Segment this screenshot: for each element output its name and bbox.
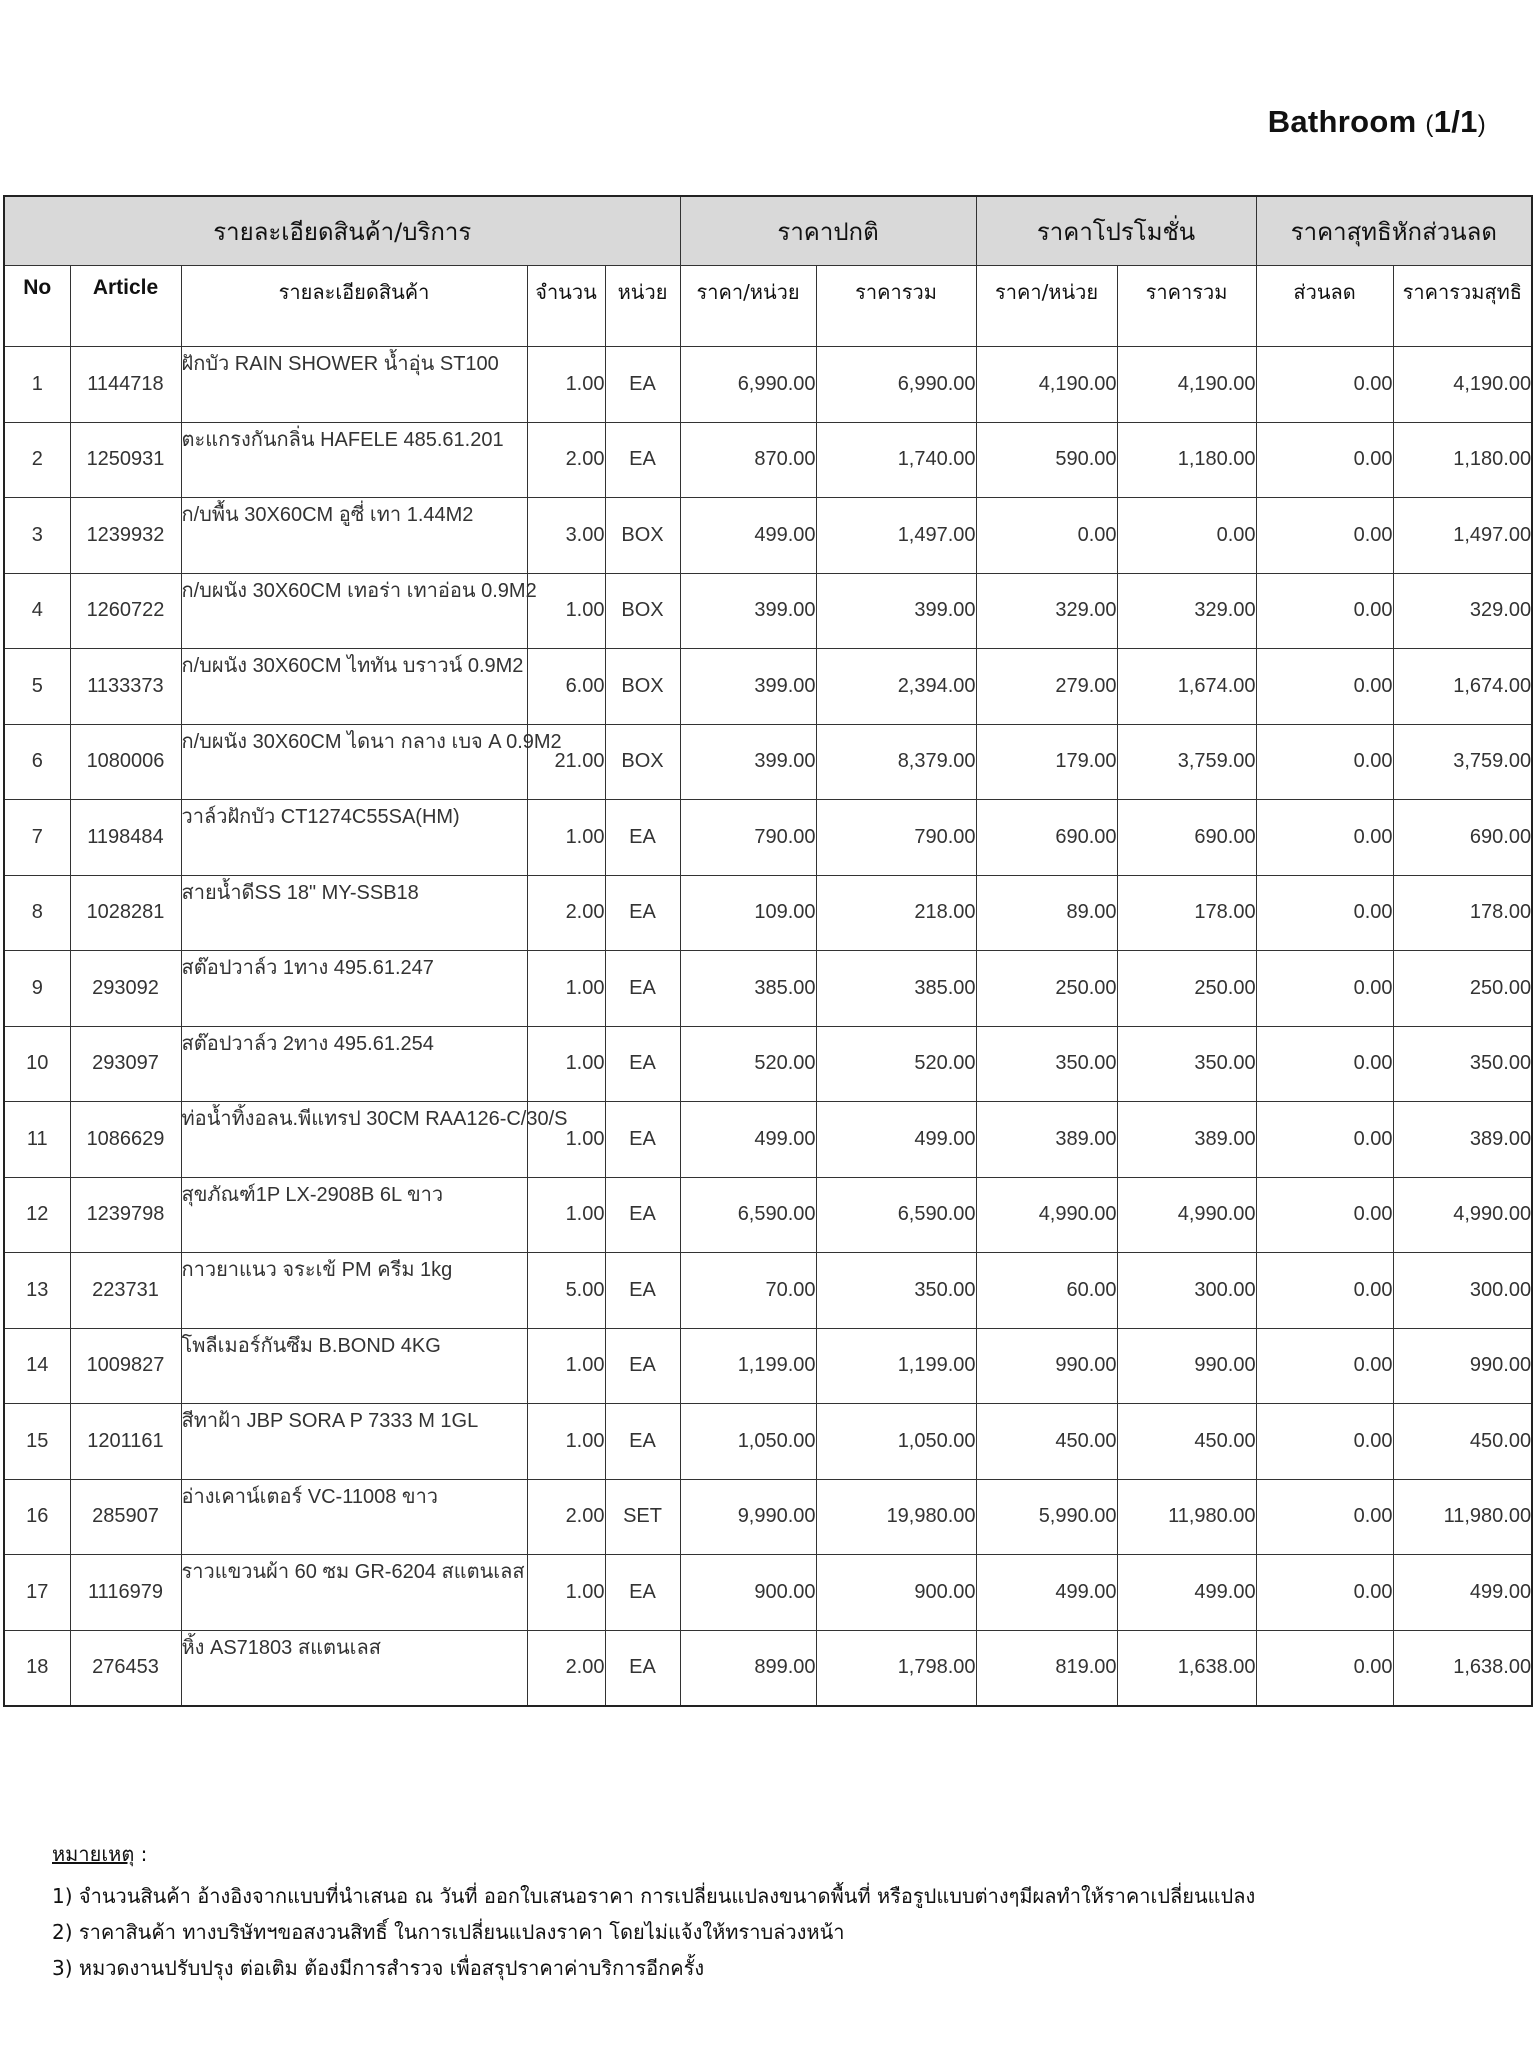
table-row (4, 347, 1532, 423)
cell-net-total: 11,980.00 (1393, 1479, 1532, 1555)
cell-qty: 1.00 (527, 1404, 605, 1480)
table-row (4, 498, 1532, 574)
cell-unit: EA (605, 1253, 680, 1329)
table-row (4, 1328, 1532, 1404)
table-row (4, 1177, 1532, 1253)
cell-no: 1 (4, 347, 70, 423)
cell-no: 5 (4, 649, 70, 725)
cell-promo-total: 1,180.00 (1117, 422, 1256, 498)
cell-normal-unit-price: 499.00 (680, 1102, 816, 1178)
cell-normal-unit-price: 9,990.00 (680, 1479, 816, 1555)
cell-normal-total: 790.00 (816, 800, 976, 876)
column-header-article: Article (70, 266, 181, 347)
cell-net-total: 499.00 (1393, 1555, 1532, 1631)
cell-discount: 0.00 (1256, 1102, 1393, 1178)
cell-qty: 2.00 (527, 1479, 605, 1555)
cell-normal-total: 2,394.00 (816, 649, 976, 725)
cell-no: 8 (4, 875, 70, 951)
group-header-net-price: ราคาสุทธิหักส่วนลด (1256, 196, 1532, 266)
column-header-normal-total: ราคารวม (816, 266, 976, 347)
cell-promo-unit-price: 499.00 (976, 1555, 1117, 1631)
cell-qty: 1.00 (527, 1555, 605, 1631)
cell-net-total: 1,497.00 (1393, 498, 1532, 574)
cell-normal-total: 900.00 (816, 1555, 976, 1631)
cell-promo-unit-price: 279.00 (976, 649, 1117, 725)
cell-normal-unit-price: 385.00 (680, 951, 816, 1027)
table-row (4, 724, 1532, 800)
cell-discount: 0.00 (1256, 951, 1393, 1027)
note-line-2: 2) ราคาสินค้า ทางบริษัทฯขอสงวนสิทธิ์ ในการเปลี่ยนแปลงราคา โดยไม่แจ้งให้ทราบล่วงหน้า (52, 1920, 845, 1944)
cell-description: ตะแกรงกันกลิ่น HAFELE 485.61.201 (181, 422, 527, 498)
cell-article: 1201161 (70, 1404, 181, 1480)
cell-promo-unit-price: 5,990.00 (976, 1479, 1117, 1555)
cell-qty: 2.00 (527, 422, 605, 498)
cell-unit: EA (605, 1328, 680, 1404)
column-header-promo-unit-price: ราคา/หน่วย (976, 266, 1117, 347)
cell-article: 1239932 (70, 498, 181, 574)
table-row (4, 951, 1532, 1027)
cell-description: สต๊อปวาล์ว 1ทาง 495.61.247 (181, 951, 527, 1027)
cell-discount: 0.00 (1256, 1404, 1393, 1480)
cell-description: ท่อน้ำทิ้งอลน.พีแทรป 30CM RAA126-C/30/S (181, 1102, 527, 1178)
cell-normal-total: 350.00 (816, 1253, 976, 1329)
cell-description: สีทาฝ้า JBP SORA P 7333 M 1GL (181, 1404, 527, 1480)
cell-discount: 0.00 (1256, 1328, 1393, 1404)
note-line-1: 1) จำนวนสินค้า อ้างอิงจากแบบที่นำเสนอ ณ วันที่ ออกใบเสนอราคา การเปลี่ยนแปลงขนาดพื้นที่ หรือรูปแบบต่างๆมีผลทำให้ราคาเปลี่ยนแปลง (52, 1884, 1256, 1908)
table-row (4, 875, 1532, 951)
cell-description: ก/บผนัง 30X60CM เทอร่า เทาอ่อน 0.9M2 (181, 573, 527, 649)
cell-article: 1260722 (70, 573, 181, 649)
cell-normal-unit-price: 900.00 (680, 1555, 816, 1631)
cell-net-total: 1,638.00 (1393, 1630, 1532, 1706)
note-line-3: 3) หมวดงานปรับปรุง ต่อเติม ต้องมีการสำรวจ เพื่อสรุปราคาค่าบริการอีกครั้ง (52, 1956, 705, 1980)
cell-description: สายน้ำดีSS 18" MY-SSB18 (181, 875, 527, 951)
cell-no: 13 (4, 1253, 70, 1329)
cell-description: หิ้ง AS71803 สแตนเลส (181, 1630, 527, 1706)
cell-qty: 6.00 (527, 649, 605, 725)
cell-qty: 1.00 (527, 1177, 605, 1253)
cell-promo-unit-price: 89.00 (976, 875, 1117, 951)
cell-promo-total: 4,990.00 (1117, 1177, 1256, 1253)
cell-promo-unit-price: 250.00 (976, 951, 1117, 1027)
cell-promo-unit-price: 329.00 (976, 573, 1117, 649)
cell-qty: 1.00 (527, 1102, 605, 1178)
cell-unit: EA (605, 1404, 680, 1480)
cell-discount: 0.00 (1256, 498, 1393, 574)
cell-promo-unit-price: 990.00 (976, 1328, 1117, 1404)
cell-qty: 1.00 (527, 347, 605, 423)
table-row (4, 1102, 1532, 1178)
cell-no: 7 (4, 800, 70, 876)
cell-promo-unit-price: 350.00 (976, 1026, 1117, 1102)
table-row (4, 1479, 1532, 1555)
cell-net-total: 178.00 (1393, 875, 1532, 951)
cell-discount: 0.00 (1256, 1253, 1393, 1329)
cell-normal-unit-price: 790.00 (680, 800, 816, 876)
column-header-net-total: ราคารวมสุทธิ (1393, 266, 1532, 347)
cell-net-total: 1,180.00 (1393, 422, 1532, 498)
table-row (4, 1555, 1532, 1631)
table-row (4, 573, 1532, 649)
cell-no: 18 (4, 1630, 70, 1706)
cell-normal-total: 19,980.00 (816, 1479, 976, 1555)
cell-qty: 3.00 (527, 498, 605, 574)
cell-unit: EA (605, 1555, 680, 1631)
cell-promo-total: 4,190.00 (1117, 347, 1256, 423)
cell-normal-total: 499.00 (816, 1102, 976, 1178)
cell-normal-total: 385.00 (816, 951, 976, 1027)
cell-description: กาวยาแนว จระเข้ PM ครีม 1kg (181, 1253, 527, 1329)
page-title (1268, 104, 1486, 140)
notes-title (52, 1838, 1255, 1870)
cell-promo-total: 1,638.00 (1117, 1630, 1256, 1706)
cell-promo-unit-price: 4,990.00 (976, 1177, 1117, 1253)
cell-normal-unit-price: 399.00 (680, 573, 816, 649)
cell-unit: BOX (605, 649, 680, 725)
cell-normal-unit-price: 1,199.00 (680, 1328, 816, 1404)
cell-unit: EA (605, 1630, 680, 1706)
cell-no: 16 (4, 1479, 70, 1555)
cell-article: 276453 (70, 1630, 181, 1706)
cell-unit: EA (605, 1177, 680, 1253)
cell-description: ราวแขวนผ้า 60 ซม GR-6204 สแตนเลส (181, 1555, 527, 1631)
cell-normal-total: 520.00 (816, 1026, 976, 1102)
cell-no: 4 (4, 573, 70, 649)
table-row (4, 1404, 1532, 1480)
cell-promo-unit-price: 690.00 (976, 800, 1117, 876)
cell-article: 1086629 (70, 1102, 181, 1178)
cell-qty: 2.00 (527, 1630, 605, 1706)
cell-normal-total: 1,740.00 (816, 422, 976, 498)
cell-article: 1116979 (70, 1555, 181, 1631)
cell-description: ก/บพื้น 30X60CM อูซี่ เทา 1.44M2 (181, 498, 527, 574)
cell-normal-total: 399.00 (816, 573, 976, 649)
cell-discount: 0.00 (1256, 875, 1393, 951)
cell-promo-unit-price: 0.00 (976, 498, 1117, 574)
cell-no: 12 (4, 1177, 70, 1253)
cell-promo-total: 990.00 (1117, 1328, 1256, 1404)
column-header-description: รายละเอียดสินค้า (181, 266, 527, 347)
cell-article: 1028281 (70, 875, 181, 951)
table-row (4, 422, 1532, 498)
table-row (4, 1026, 1532, 1102)
cell-promo-total: 178.00 (1117, 875, 1256, 951)
column-header-qty: จำนวน (527, 266, 605, 347)
cell-qty: 1.00 (527, 1328, 605, 1404)
cell-promo-total: 300.00 (1117, 1253, 1256, 1329)
notes-title-label: หมายเหตุ (52, 1842, 135, 1866)
cell-description: ก/บผนัง 30X60CM ไททัน บราวน์ 0.9M2 (181, 649, 527, 725)
cell-net-total: 300.00 (1393, 1253, 1532, 1329)
cell-promo-total: 3,759.00 (1117, 724, 1256, 800)
cell-normal-unit-price: 6,990.00 (680, 347, 816, 423)
cell-net-total: 329.00 (1393, 573, 1532, 649)
cell-promo-unit-price: 590.00 (976, 422, 1117, 498)
cell-discount: 0.00 (1256, 649, 1393, 725)
cell-promo-total: 690.00 (1117, 800, 1256, 876)
cell-no: 6 (4, 724, 70, 800)
table-row (4, 1630, 1532, 1706)
cell-unit: BOX (605, 573, 680, 649)
cell-description: อ่างเคาน์เตอร์ VC-11008 ขาว (181, 1479, 527, 1555)
table-row (4, 1253, 1532, 1329)
cell-qty: 1.00 (527, 800, 605, 876)
notes-title-suffix: : (134, 1842, 148, 1866)
cell-net-total: 450.00 (1393, 1404, 1532, 1480)
cell-net-total: 3,759.00 (1393, 724, 1532, 800)
cell-article: 293092 (70, 951, 181, 1027)
cell-qty: 21.00 (527, 724, 605, 800)
cell-discount: 0.00 (1256, 1630, 1393, 1706)
cell-description: โพลีเมอร์กันซึม B.BOND 4KG (181, 1328, 527, 1404)
cell-article: 1250931 (70, 422, 181, 498)
cell-normal-total: 1,050.00 (816, 1404, 976, 1480)
cell-qty: 1.00 (527, 1026, 605, 1102)
group-header-promo-price: ราคาโปรโมชั่น (976, 196, 1256, 266)
cell-description: วาล์วฝักบัว CT1274C55SA(HM) (181, 800, 527, 876)
cell-normal-unit-price: 109.00 (680, 875, 816, 951)
title-page-number: 1/1 (1433, 104, 1478, 139)
cell-article: 1009827 (70, 1328, 181, 1404)
column-header-promo-total: ราคารวม (1117, 266, 1256, 347)
cell-unit: EA (605, 422, 680, 498)
cell-promo-unit-price: 819.00 (976, 1630, 1117, 1706)
cell-article: 1133373 (70, 649, 181, 725)
table-row (4, 649, 1532, 725)
cell-promo-total: 11,980.00 (1117, 1479, 1256, 1555)
cell-qty: 2.00 (527, 875, 605, 951)
cell-promo-total: 350.00 (1117, 1026, 1256, 1102)
cell-net-total: 990.00 (1393, 1328, 1532, 1404)
cell-net-total: 1,674.00 (1393, 649, 1532, 725)
title-open-paren: ( (1425, 111, 1434, 138)
title-close-paren: ) (1477, 111, 1486, 138)
cell-article: 1080006 (70, 724, 181, 800)
cell-net-total: 350.00 (1393, 1026, 1532, 1102)
cell-normal-unit-price: 520.00 (680, 1026, 816, 1102)
cell-no: 9 (4, 951, 70, 1027)
cell-normal-total: 1,798.00 (816, 1630, 976, 1706)
cell-discount: 0.00 (1256, 422, 1393, 498)
cell-article: 293097 (70, 1026, 181, 1102)
cell-normal-total: 6,990.00 (816, 347, 976, 423)
cell-no: 2 (4, 422, 70, 498)
cell-unit: EA (605, 1026, 680, 1102)
cell-discount: 0.00 (1256, 573, 1393, 649)
column-header-no: No (4, 266, 70, 347)
cell-net-total: 4,190.00 (1393, 347, 1532, 423)
cell-normal-total: 8,379.00 (816, 724, 976, 800)
cell-promo-total: 329.00 (1117, 573, 1256, 649)
cell-normal-unit-price: 499.00 (680, 498, 816, 574)
cell-article: 1239798 (70, 1177, 181, 1253)
group-header-product: รายละเอียดสินค้า/บริการ (4, 196, 680, 266)
cell-no: 15 (4, 1404, 70, 1480)
cell-no: 10 (4, 1026, 70, 1102)
column-header-normal-unit-price: ราคา/หน่วย (680, 266, 816, 347)
group-header-normal-price: ราคาปกติ (680, 196, 976, 266)
cell-normal-unit-price: 399.00 (680, 724, 816, 800)
cell-description: ฝักบัว RAIN SHOWER น้ำอุ่น ST100 (181, 347, 527, 423)
cell-description: ก/บผนัง 30X60CM ไดนา กลาง เบจ A 0.9M2 (181, 724, 527, 800)
cell-normal-total: 1,497.00 (816, 498, 976, 574)
cell-normal-unit-price: 6,590.00 (680, 1177, 816, 1253)
notes-section (52, 1838, 1255, 1986)
cell-qty: 1.00 (527, 573, 605, 649)
cell-promo-unit-price: 450.00 (976, 1404, 1117, 1480)
cell-qty: 1.00 (527, 951, 605, 1027)
cell-normal-unit-price: 1,050.00 (680, 1404, 816, 1480)
group-header-row (4, 196, 1532, 266)
cell-discount: 0.00 (1256, 347, 1393, 423)
cell-unit: EA (605, 347, 680, 423)
cell-unit: EA (605, 875, 680, 951)
cell-no: 3 (4, 498, 70, 574)
cell-promo-unit-price: 389.00 (976, 1102, 1117, 1178)
cell-no: 11 (4, 1102, 70, 1178)
cell-discount: 0.00 (1256, 1026, 1393, 1102)
cell-no: 17 (4, 1555, 70, 1631)
cell-discount: 0.00 (1256, 1479, 1393, 1555)
cell-normal-total: 1,199.00 (816, 1328, 976, 1404)
cell-normal-unit-price: 870.00 (680, 422, 816, 498)
cell-normal-unit-price: 899.00 (680, 1630, 816, 1706)
cell-net-total: 4,990.00 (1393, 1177, 1532, 1253)
cell-promo-unit-price: 60.00 (976, 1253, 1117, 1329)
cell-discount: 0.00 (1256, 1177, 1393, 1253)
cell-unit: BOX (605, 498, 680, 574)
cell-normal-total: 6,590.00 (816, 1177, 976, 1253)
cell-article: 1144718 (70, 347, 181, 423)
column-header-unit: หน่วย (605, 266, 680, 347)
cell-unit: EA (605, 1102, 680, 1178)
cell-promo-total: 0.00 (1117, 498, 1256, 574)
column-header-discount: ส่วนลด (1256, 266, 1393, 347)
cell-article: 285907 (70, 1479, 181, 1555)
cell-promo-total: 250.00 (1117, 951, 1256, 1027)
cell-description: สุขภัณฑ์1P LX-2908B 6L ขาว (181, 1177, 527, 1253)
cell-discount: 0.00 (1256, 724, 1393, 800)
cell-net-total: 389.00 (1393, 1102, 1532, 1178)
cell-article: 1198484 (70, 800, 181, 876)
cell-no: 14 (4, 1328, 70, 1404)
cell-normal-unit-price: 399.00 (680, 649, 816, 725)
cell-unit: EA (605, 951, 680, 1027)
cell-unit: EA (605, 800, 680, 876)
cell-description: สต๊อปวาล์ว 2ทาง 495.61.254 (181, 1026, 527, 1102)
cell-unit: BOX (605, 724, 680, 800)
cell-unit: SET (605, 1479, 680, 1555)
title-main: Bathroom (1267, 104, 1417, 139)
cell-promo-unit-price: 4,190.00 (976, 347, 1117, 423)
cell-promo-total: 450.00 (1117, 1404, 1256, 1480)
cell-net-total: 690.00 (1393, 800, 1532, 876)
cell-promo-total: 499.00 (1117, 1555, 1256, 1631)
quotation-table (3, 195, 1533, 1707)
cell-promo-total: 389.00 (1117, 1102, 1256, 1178)
column-header-row (4, 266, 1532, 347)
cell-article: 223731 (70, 1253, 181, 1329)
cell-normal-total: 218.00 (816, 875, 976, 951)
cell-discount: 0.00 (1256, 800, 1393, 876)
cell-net-total: 250.00 (1393, 951, 1532, 1027)
cell-promo-unit-price: 179.00 (976, 724, 1117, 800)
cell-qty: 5.00 (527, 1253, 605, 1329)
item-table-body (4, 347, 1532, 1707)
table-row (4, 800, 1532, 876)
cell-discount: 0.00 (1256, 1555, 1393, 1631)
cell-promo-total: 1,674.00 (1117, 649, 1256, 725)
cell-normal-unit-price: 70.00 (680, 1253, 816, 1329)
